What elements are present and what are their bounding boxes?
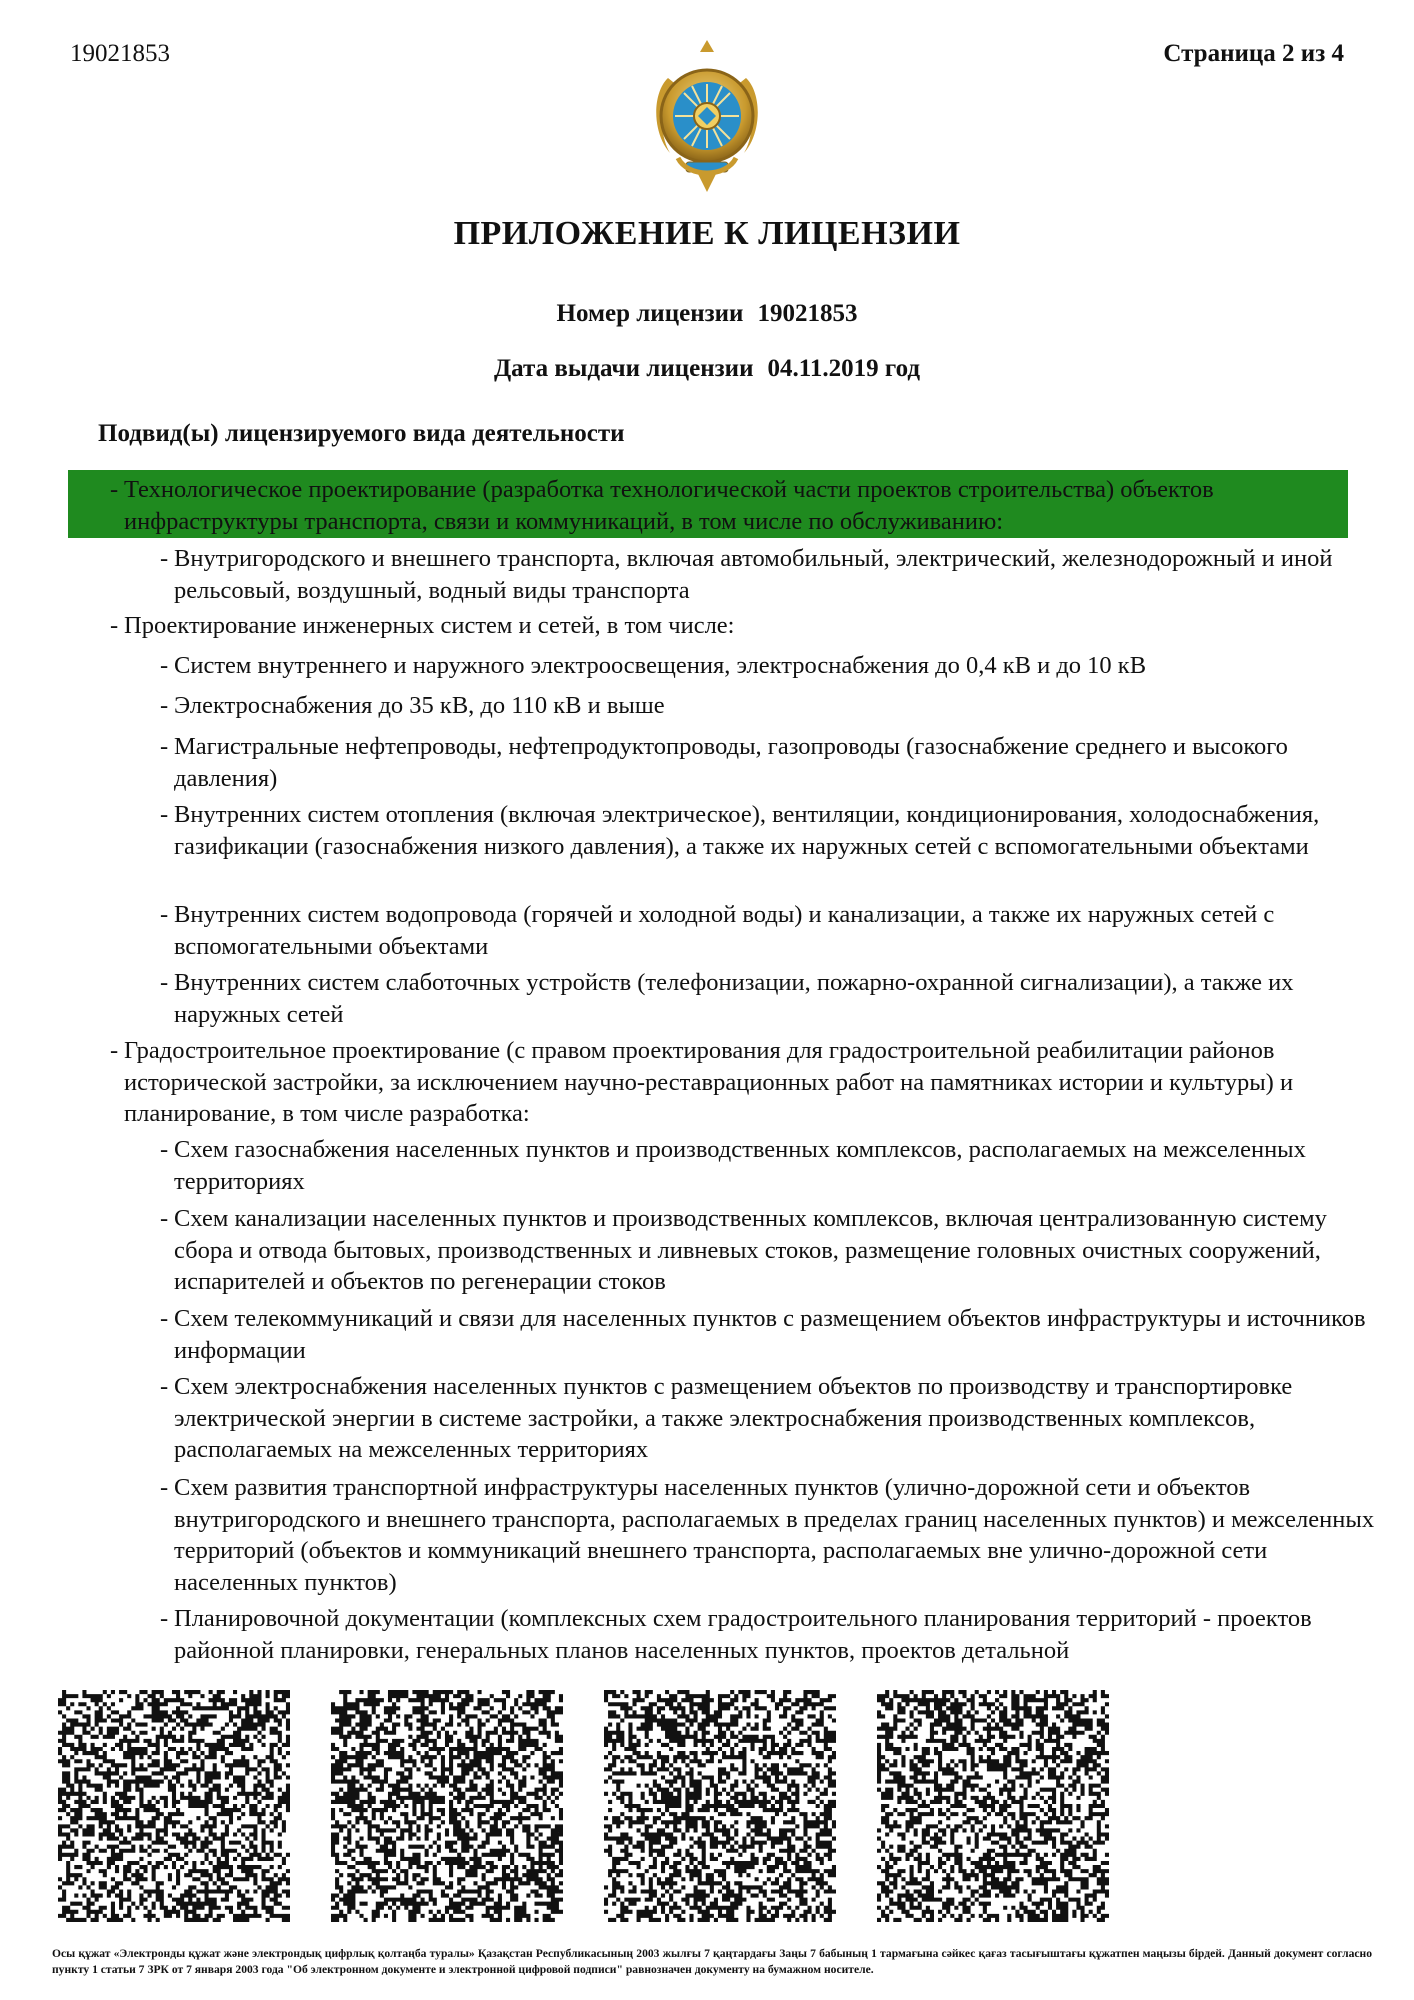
list-item: - Систем внутреннего и наружного электроосвещения, электроснабжения до 0,4 кВ и до 10 кВ bbox=[160, 652, 1147, 679]
kazakhstan-state-emblem-icon bbox=[648, 38, 766, 196]
list-item: - Электроснабжения до 35 кВ, до 110 кВ и выше bbox=[160, 692, 665, 719]
qr-code-4-icon bbox=[877, 1690, 1109, 1922]
license-date-line bbox=[0, 355, 1414, 383]
license-number-corner: 19021853 bbox=[70, 40, 170, 67]
subtypes-heading: Подвид(ы) лицензируемого вида деятельности bbox=[98, 420, 625, 447]
license-number-label: Номер лицензии bbox=[556, 300, 744, 327]
license-date-label: Дата выдачи лицензии bbox=[493, 355, 754, 382]
list-item: - Внутригородского и внешнего транспорта, включая автомобильный, электрический, железнодорожный и иной рельсовый, воздушный, водный виды транспорта bbox=[160, 545, 1333, 604]
footer-kazakh-text: Осы құжат «Электронды құжат және электрондық цифрлық қолтаңба туралы» Қазақстан Республикасының 2003 жылғы 7 қаңтардағы Заңы 7 бабының 1 тармағына сәйкес қағаз тасығыштағы құжатпен маңызы бірдей. bbox=[52, 1947, 1225, 1960]
license-number-value: 19021853 bbox=[757, 300, 858, 327]
list-item: - Внутренних систем водопровода (горячей и холодной воды) и канализации, а также их наружных сетей с вспомогательными объектами bbox=[160, 901, 1275, 960]
list-item: - Схем газоснабжения населенных пунктов и производственных комплексов, располагаемых на межселенных территориях bbox=[160, 1136, 1306, 1195]
document-title: ПРИЛОЖЕНИЕ К ЛИЦЕНЗИИ bbox=[453, 215, 961, 252]
list-item: - Внутренних систем слаботочных устройств (телефонизации, пожарно-охранной сигнализации), а также их наружных сетей bbox=[160, 969, 1294, 1028]
license-date-value: 04.11.2019 год bbox=[767, 355, 921, 382]
list-item: - Магистральные нефтепроводы, нефтепродуктопроводы, газопроводы (газоснабжение среднего и высокого давления) bbox=[160, 733, 1288, 792]
list-item: - Проектирование инженерных систем и сетей, в том числе: bbox=[110, 612, 735, 639]
qr-code-3-icon bbox=[604, 1690, 836, 1922]
list-item: - Схем канализации населенных пунктов и производственных комплексов, включая централизованную систему сбора и отвода бытовых, производственных и ливневых стоков, размещение головных очистных сооружений, испарителей и объектов по регенерации стоков bbox=[160, 1205, 1327, 1295]
list-item: - Схем телекоммуникаций и связи для населенных пунктов с размещением объектов инфраструктуры и источников информации bbox=[160, 1305, 1366, 1364]
list-item: - Градостроительное проектирование (с правом проектирования для градостроительной реабилитации районов исторической застройки, за исключением научно-реставрационных работ на памятниках истории и культуры) и планирование, в том числе разработка: bbox=[110, 1037, 1294, 1127]
list-item: - Схем электроснабжения населенных пунктов с размещением объектов по производству и транспортировке электрической энергии в системе застройки, а также электроснабжения производственных комплексов, располагаемых на межселенных территориях bbox=[160, 1373, 1293, 1463]
qr-code-1-icon bbox=[58, 1690, 290, 1922]
license-number-line bbox=[0, 300, 1414, 328]
legal-footer bbox=[52, 1946, 1372, 1978]
list-item: - Планировочной документации (комплексных схем градостроительного планирования территорий - проектов районной планировки, генеральных планов населенных пунктов, проектов детальной bbox=[160, 1605, 1312, 1664]
list-item: - Технологическое проектирование (разработка технологической части проектов строительства) объектов инфраструктуры транспорта, связи и коммуникаций, в том числе по обслуживанию: bbox=[110, 476, 1214, 535]
footer-russian-text: Данный документ согласно пункту 1 статьи 7 ЗРК от 7 января 2003 года "Об электронном документе и электронной цифровой подписи" равнозначен документу на бумажном носителе. bbox=[52, 1947, 1372, 1976]
page-indicator: Страница 2 из 4 bbox=[1163, 40, 1344, 67]
qr-code-2-icon bbox=[331, 1690, 563, 1922]
list-item: - Схем развития транспортной инфраструктуры населенных пунктов (улично-дорожной сети и объектов внутригородского и внешнего транспорта, располагаемых в пределах границ населенных пунктов) и межселенных территорий (объектов и коммуникаций внешнего транспорта, располагаемых вне улично-дорожной сети населенных пунктов) bbox=[160, 1474, 1375, 1596]
list-item: - Внутренних систем отопления (включая электрическое), вентиляции, кондиционирования, холодоснабжения, газификации (газоснабжения низкого давления), а также их наружных сетей с вспомогательными объектами bbox=[160, 801, 1320, 860]
